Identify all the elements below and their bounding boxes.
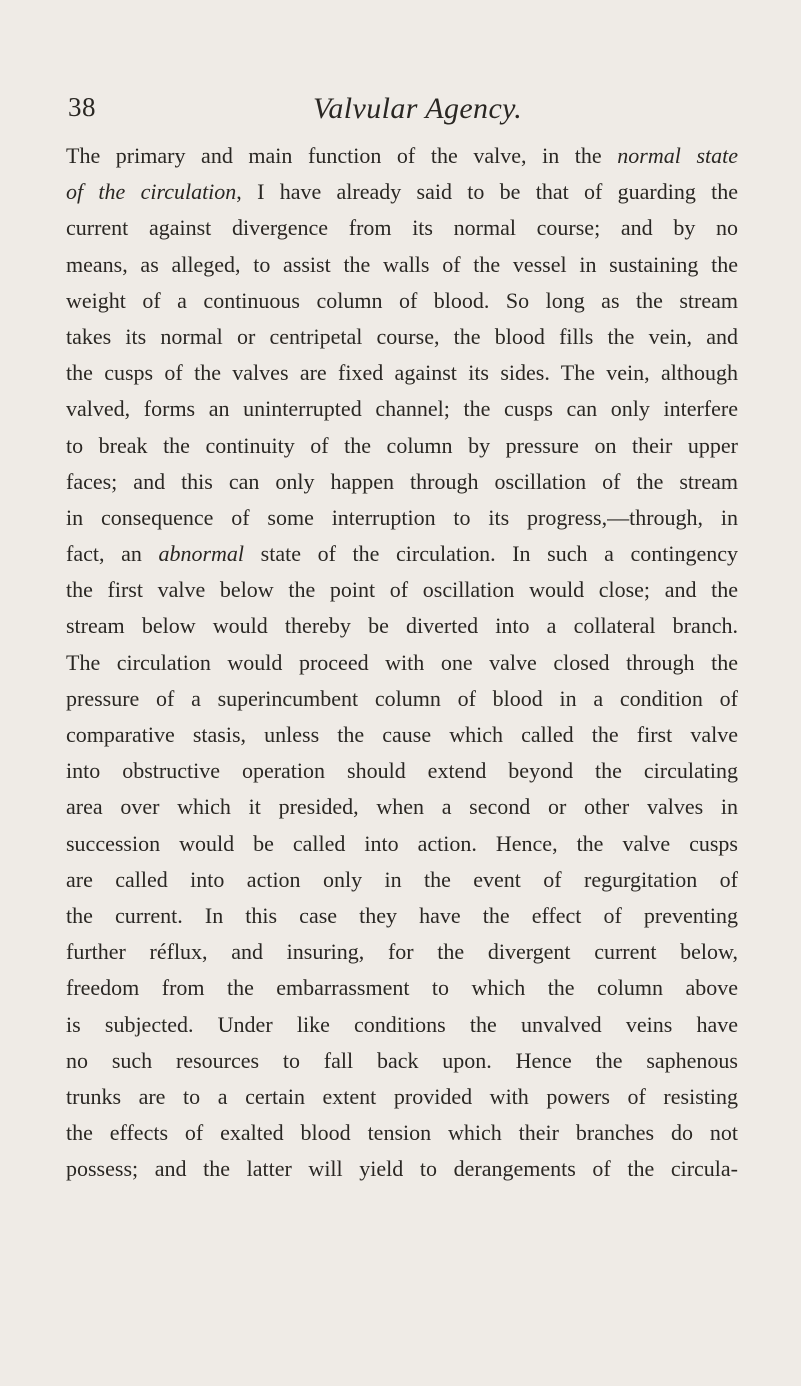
italic-text-run: abnormal <box>158 541 245 567</box>
text-line <box>66 753 738 789</box>
text-line <box>66 319 738 355</box>
text-run: no such resources to fall back upon. Hence the saphenous <box>66 1047 738 1073</box>
text-line <box>66 464 738 500</box>
text-line <box>66 536 738 572</box>
italic-text-run: normal state <box>617 143 738 168</box>
text-run: freedom from the embarrassment to which the column above <box>66 975 738 1001</box>
text-line <box>66 138 738 174</box>
text-run: possess; and the latter will yield to derangements of the circula- <box>66 1156 738 1182</box>
text-run: are called into action only in the event of regurgitation of <box>66 866 738 892</box>
text-run: comparative stasis, unless the cause which called the first valve <box>66 722 738 747</box>
text-run: , I have already said to be that of guarding the <box>236 179 738 205</box>
text-run: current against divergence from its normal course; and by no <box>66 215 738 241</box>
text-line <box>66 391 738 427</box>
running-head: Valvular Agency. <box>313 92 523 125</box>
text-run: trunks are to a certain extent provided with powers of resisting <box>66 1083 738 1109</box>
text-run: in consequence of some interruption to its progress,—through, in <box>66 504 738 530</box>
text-run: further réflux, and insuring, for the divergent current below, <box>66 939 738 965</box>
text-run: the cusps of the valves are fixed against its sides. The vein, although <box>66 360 738 386</box>
text-line <box>66 934 738 970</box>
text-run: weight of a continuous column of blood. So long as the stream <box>66 287 738 313</box>
text-line <box>66 898 738 934</box>
italic-text-run: of the circulation <box>66 179 237 205</box>
text-run: valved, forms an uninterrupted channel; the cusps can only interfere <box>66 396 738 422</box>
text-line <box>66 247 738 283</box>
body-paragraph <box>66 138 738 1187</box>
text-line <box>66 1043 738 1079</box>
page-number: 38 <box>68 92 96 122</box>
text-line <box>66 283 738 319</box>
text-line <box>66 681 738 717</box>
text-line <box>66 862 738 898</box>
text-line <box>66 355 738 391</box>
text-run: into obstructive operation should extend beyond the circulating <box>66 758 738 784</box>
text-line <box>66 1115 738 1151</box>
text-line <box>66 608 738 644</box>
text-line <box>66 826 738 862</box>
text-run: stream below would thereby be diverted into a collateral branch. <box>66 613 738 639</box>
text-line <box>66 717 738 753</box>
text-run: means, as alleged, to assist the walls of the vessel in sustaining the <box>66 251 738 277</box>
text-line <box>66 789 738 825</box>
text-run: the first valve below the point of oscillation would close; and the <box>66 577 738 603</box>
text-run: takes its normal or centripetal course, the blood fills the vein, and <box>66 323 738 349</box>
text-run: the current. In this case they have the effect of preventing <box>66 902 738 928</box>
page-header <box>68 92 538 136</box>
text-line <box>66 970 738 1006</box>
text-line <box>66 210 738 246</box>
text-run: state of the circulation. In such a contingency <box>244 541 738 567</box>
text-line <box>66 1151 738 1187</box>
text-line <box>66 428 738 464</box>
text-run: faces; and this can only happen through oscillation of the stream <box>66 468 738 494</box>
text-run: fact, an <box>66 541 159 567</box>
text-run: the effects of exalted blood tension which their branches do not <box>66 1120 738 1146</box>
text-run: succession would be called into action. Hence, the valve cusps <box>66 830 738 856</box>
text-line <box>66 572 738 608</box>
text-run: to break the continuity of the column by pressure on their upper <box>66 432 738 458</box>
text-run: pressure of a superincumbent column of blood in a condition of <box>66 685 738 711</box>
text-line <box>66 174 738 210</box>
text-line <box>66 500 738 536</box>
text-run: The circulation would proceed with one valve closed through the <box>66 649 738 675</box>
text-run: The primary and main function of the valve, in the <box>66 143 618 168</box>
text-line <box>66 1079 738 1115</box>
text-line <box>66 1007 738 1043</box>
text-run: is subjected. Under like conditions the unvalved veins have <box>66 1011 738 1037</box>
text-line <box>66 645 738 681</box>
text-run: area over which it presided, when a second or other valves in <box>66 794 738 820</box>
